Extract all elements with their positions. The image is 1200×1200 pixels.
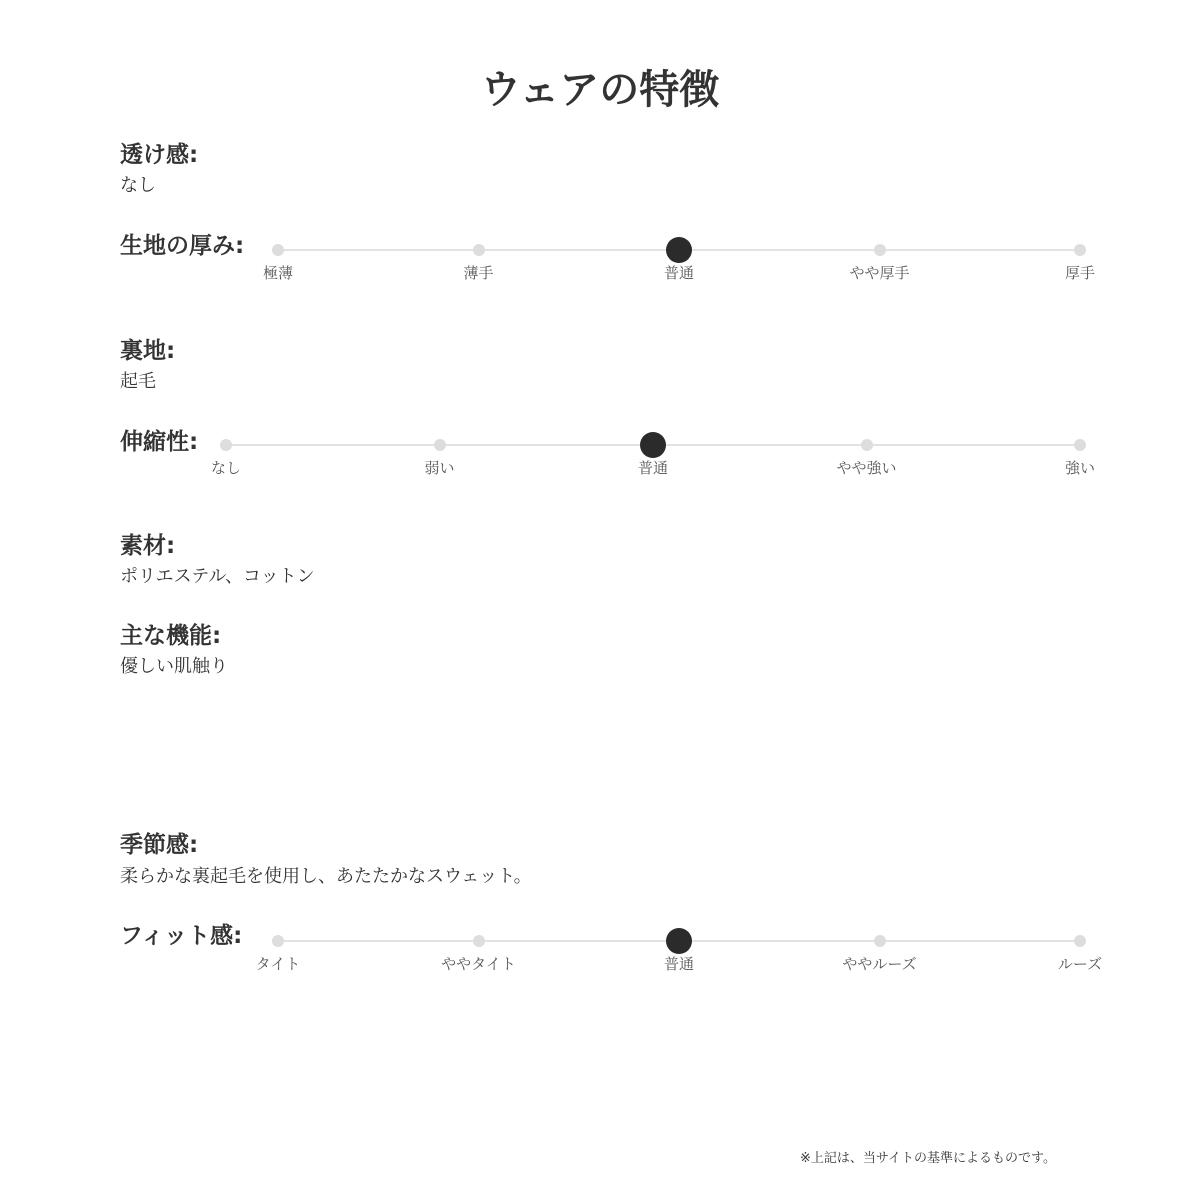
fit-scale-dot	[473, 935, 485, 947]
fit-scale-dot	[874, 935, 886, 947]
stretch-scale-label: 弱い	[424, 459, 455, 477]
stretch-scale	[210, 435, 1095, 495]
stretch-label: 伸縮性:	[120, 429, 199, 455]
lining-label: 裏地:	[120, 338, 176, 364]
stretch-scale-dot	[434, 439, 446, 451]
thickness-scale-dot	[874, 244, 886, 256]
thickness-selected-marker	[666, 237, 692, 263]
stretch-scale-label: 普通	[637, 459, 668, 477]
thickness-scale-label: 薄手	[463, 264, 494, 282]
fit-scale-label: ルーズ	[1057, 955, 1103, 973]
season-label: 季節感:	[120, 832, 199, 858]
thickness-scale-label: 普通	[663, 264, 694, 282]
fit-scale-label: ややルーズ	[842, 955, 917, 973]
stretch-scale-dot	[861, 439, 873, 451]
material-value: ポリエステル、コットン	[120, 566, 315, 587]
function-label: 主な機能:	[120, 623, 222, 649]
function-value: 優しい肌触り	[120, 656, 228, 677]
transparency-value: なし	[120, 175, 156, 196]
fit-scale-dot	[1074, 935, 1086, 947]
stretch-scale-label: なし	[210, 459, 241, 477]
thickness-scale-label: 極薄	[262, 264, 293, 282]
page-title: ウェアの特徴	[480, 67, 720, 113]
fit-scale-label: ややタイト	[441, 955, 516, 973]
fit-scale-label: タイト	[255, 955, 301, 973]
thickness-scale-label: 厚手	[1064, 264, 1095, 282]
stretch-scale-label: 強い	[1064, 459, 1095, 477]
stretch-scale-dot	[1074, 439, 1086, 451]
thickness-label: 生地の厚み:	[120, 233, 245, 259]
fit-selected-marker	[666, 928, 692, 954]
thickness-scale-dot	[473, 244, 485, 256]
thickness-scale-label: やや厚手	[849, 264, 910, 282]
material-label: 素材:	[120, 533, 176, 559]
stretch-scale-dot	[220, 439, 232, 451]
fit-scale-label: 普通	[663, 955, 694, 973]
fit-label: フィット感:	[120, 923, 243, 949]
thickness-scale-dot	[272, 244, 284, 256]
season-value: 柔らかな裏起毛を使用し、あたたかなスウェット。	[120, 866, 532, 887]
stretch-scale-label: やや強い	[836, 459, 897, 477]
footnote: ※上記は、当サイトの基準によるものです。	[800, 1151, 1056, 1166]
thickness-scale	[262, 240, 1095, 300]
thickness-scale-dot	[1074, 244, 1086, 256]
fit-scale	[255, 931, 1103, 991]
stretch-selected-marker	[640, 432, 666, 458]
lining-value: 起毛	[120, 371, 156, 392]
fit-scale-dot	[272, 935, 284, 947]
transparency-label: 透け感:	[120, 142, 199, 168]
